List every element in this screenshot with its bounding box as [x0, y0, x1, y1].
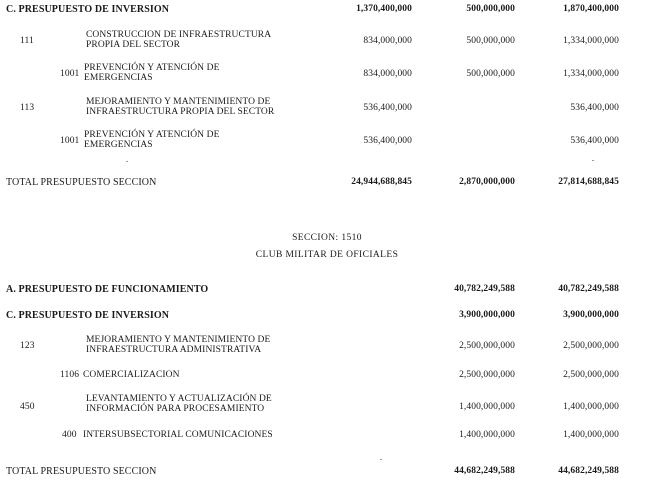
subprogram-desc-line1: COMERCIALIZACION	[83, 370, 180, 380]
subprogram-code: 1106	[60, 370, 80, 380]
total-adicion: 2,870,000,000	[459, 177, 515, 187]
program-desc-line2: INFRAESTRUCTURA PROPIA DEL SECTOR	[86, 107, 275, 117]
total-total: 27,814,688,845	[558, 177, 619, 187]
value-apropiacion: 536,400,000	[363, 103, 412, 113]
program-desc-line1: LEVANTAMIENTO Y ACTUALIZACIÓN DE	[86, 394, 272, 404]
value-total: 1,334,000,000	[563, 69, 619, 79]
program-desc-line1: MEJORAMIENTO Y MANTENIMIENTO DE	[86, 335, 271, 345]
subprogram-code: 1001	[60, 136, 80, 146]
funcionamiento-apropiacion: 40,782,249,588	[454, 284, 515, 294]
value-apropiacion: 2,500,000,000	[459, 341, 515, 351]
program-code: 450	[20, 402, 35, 412]
value-total: 2,500,000,000	[563, 341, 619, 351]
value-apropiacion: 2,500,000,000	[459, 370, 515, 380]
subprogram-desc-line1: PREVENCIÓN Y ATENCIÓN DE	[84, 130, 220, 140]
subprogram-desc-line1: INTERSUBSECTORIAL COMUNICACIONES	[83, 430, 273, 440]
total-seccion-label: TOTAL PRESUPUESTO SECCION	[6, 177, 157, 188]
value-total: 2,500,000,000	[563, 370, 619, 380]
subprogram-desc-line2: EMERGENCIAS	[84, 73, 153, 83]
inversion-total: 3,900,000,000	[563, 310, 619, 320]
scan-speck	[380, 459, 382, 460]
scan-speck	[592, 160, 594, 161]
inversion-label: C. PRESUPUESTO DE INVERSION	[6, 310, 170, 321]
inversion-header-adicion: 500,000,000	[466, 4, 515, 14]
value-adicion: 500,000,000	[466, 69, 515, 79]
inversion-header-total: 1,870,400,000	[563, 4, 619, 14]
inversion-apropiacion: 3,900,000,000	[459, 310, 515, 320]
total-apropiacion: 44,682,249,588	[454, 466, 515, 476]
value-total: 1,334,000,000	[563, 36, 619, 46]
value-apropiacion: 1,400,000,000	[459, 402, 515, 412]
funcionamiento-label: A. PRESUPUESTO DE FUNCIONAMIENTO	[6, 284, 209, 295]
program-desc-line2: PROPIA DEL SECTOR	[86, 40, 181, 50]
subprogram-desc-line2: EMERGENCIAS	[84, 140, 153, 150]
funcionamiento-total: 40,782,249,588	[558, 284, 619, 294]
program-desc-line2: INFORMACIÓN PARA PROCESAMIENTO	[86, 404, 265, 414]
total-total: 44,682,249,588	[558, 466, 619, 476]
program-code: 113	[20, 103, 35, 113]
value-total: 1,400,000,000	[563, 430, 619, 440]
value-apropiacion: 536,400,000	[363, 136, 412, 146]
scan-speck	[126, 161, 128, 162]
section-name: CLUB MILITAR DE OFICIALES	[255, 250, 399, 260]
program-desc-line2: INFRAESTRUCTURA ADMINISTRATIVA	[86, 345, 262, 355]
value-total: 1,400,000,000	[563, 402, 619, 412]
program-code: 123	[20, 341, 35, 351]
value-adicion: 500,000,000	[466, 36, 515, 46]
inversion-header-label: C. PRESUPUESTO DE INVERSION	[6, 4, 170, 15]
section-number: SECCION: 1510	[292, 233, 362, 243]
subprogram-desc-line1: PREVENCIÓN Y ATENCIÓN DE	[84, 63, 220, 73]
value-total: 536,400,000	[570, 136, 619, 146]
inversion-header-apropiacion: 1,370,400,000	[356, 4, 412, 14]
subprogram-code: 1001	[60, 69, 80, 79]
program-desc-line1: MEJORAMIENTO Y MANTENIMIENTO DE	[86, 97, 271, 107]
program-code: 111	[20, 36, 34, 46]
program-desc-line1: CONSTRUCCION DE INFRAESTRUCTURA	[86, 30, 272, 40]
subprogram-code: 400	[62, 430, 77, 440]
total-apropiacion: 24,944,688,845	[351, 177, 412, 187]
value-apropiacion: 834,000,000	[363, 36, 412, 46]
total-seccion-label: TOTAL PRESUPUESTO SECCION	[6, 466, 157, 477]
value-apropiacion: 1,400,000,000	[459, 430, 515, 440]
value-apropiacion: 834,000,000	[363, 69, 412, 79]
value-total: 536,400,000	[570, 103, 619, 113]
